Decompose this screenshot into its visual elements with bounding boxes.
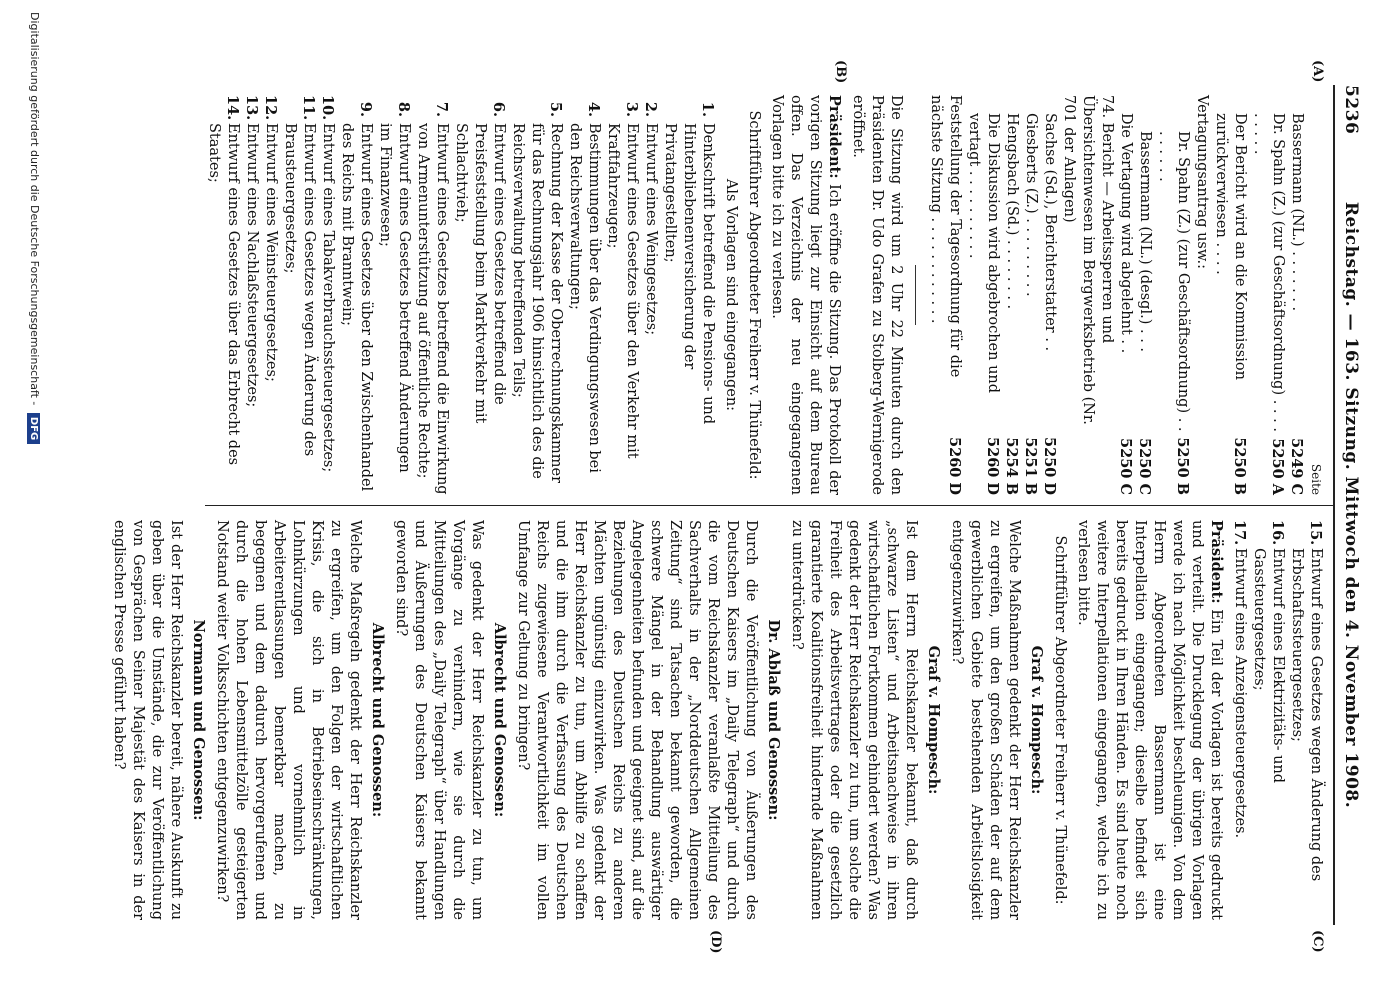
president-paragraph-2 bbox=[1073, 520, 1226, 920]
item-number: 3. bbox=[623, 101, 640, 117]
item-text: Entwurf eines Gesetzes betreffend die Preisfeststellung beim Marktverkehr mit Schlachtvieh; bbox=[453, 123, 507, 424]
toc-page-ref: 5251 B bbox=[1022, 437, 1039, 495]
list-item bbox=[1287, 520, 1325, 920]
opening-paragraph: Die Sitzung wird um 2 Uhr 22 Minuten durch den Präsidenten Dr. Udo Grafen zu Stolberg-Wernigerode eröffnet. bbox=[850, 95, 904, 495]
speaker-label: Präsident: bbox=[826, 95, 843, 179]
vorlagen-heading: Als Vorlagen sind eingegangen: bbox=[723, 178, 739, 412]
interpellation-text: Welche Maßnahmen gedenkt der Herr Reichskanzler zu ergreifen, um den großen Schäden der auf dem gewerblichen Gebiete bestehenden Arbeitslosigkeit entgegenzuwirken? bbox=[949, 520, 1022, 920]
vorlagen-list-continued bbox=[1230, 520, 1325, 920]
list-item bbox=[375, 95, 413, 495]
digitization-note bbox=[15, 12, 41, 982]
interpellation-speaker: Albrecht und Genossen: bbox=[491, 622, 508, 818]
toc-page-ref: 5250 A bbox=[1269, 438, 1286, 495]
margin-mark-d: (D) bbox=[708, 930, 723, 954]
toc-text: Dr. Spahn (Z.) (zur Geschäftsordnung) . . . . . . . . bbox=[1156, 131, 1191, 432]
item-text: Entwurf eines Weinsteuergesetzes; bbox=[263, 123, 279, 382]
toc-page-ref: 5249 C bbox=[1288, 438, 1305, 495]
toc-text: Hengsbach (Sd.) . . . . . . . . bbox=[1004, 113, 1020, 310]
dfg-logo: DFG bbox=[27, 413, 40, 444]
toc-row bbox=[1135, 95, 1154, 495]
item-number: 9. bbox=[357, 101, 374, 117]
interpellation-text: Ist dem Herrn Reichskanzler bekannt, daß durch „schwarze Listen“ und Arbeitsnachweise in ihren wirtschaftlichen Fortkommen gehindert werden? Was gedenkt der Herr Reichskanzler zu tun, um solche die Freiheit des Arbeitsvertrages oder die gesetzlich garantierte Koalitionsfreiheit hindernde Maßnahmen zu unterdrücken? bbox=[789, 520, 919, 920]
interpellation-speaker: Graf v. Hompesch: bbox=[925, 645, 942, 795]
list-item bbox=[261, 95, 280, 495]
toc-row bbox=[964, 95, 1002, 495]
item-text: Entwurf eines Gesetzes betreffend Änderungen im Finanzwesen; bbox=[377, 123, 412, 473]
toc-text: 74. Bericht — Arbeitssperren und Übersichtenwesen im Bergwerksbetrieb (Nr. 701 der Anlagen) bbox=[1061, 95, 1115, 425]
toc-text: Bassermann (NL.) (desgl.) . . . bbox=[1137, 131, 1153, 353]
item-number: 10. bbox=[319, 95, 336, 121]
item-text: Denkschrift betreffend die Pensions- und Hinterbliebenenversicherung der Privatangestellten; bbox=[662, 123, 716, 425]
list-item bbox=[204, 95, 242, 495]
list-item bbox=[1249, 520, 1287, 920]
page-header bbox=[1337, 85, 1361, 925]
separator bbox=[915, 265, 916, 325]
list-item bbox=[660, 95, 717, 495]
toc-page-ref: 5260 D bbox=[946, 437, 963, 495]
toc-row bbox=[1192, 95, 1211, 495]
page-number: 5236 bbox=[1341, 85, 1361, 135]
toc-page-ref: 5254 B bbox=[1003, 437, 1020, 495]
toc-page-ref: 5250 B bbox=[1231, 437, 1248, 495]
item-number: 14. bbox=[224, 95, 241, 121]
list-item bbox=[565, 95, 603, 495]
item-number: 7. bbox=[433, 101, 450, 117]
vorlagen-list bbox=[204, 95, 717, 495]
interpellation-text: Durch die Veröffentlichung von Äußerungen des Deutschen Kaisers im „Daily Telegraph“ und durch die vom Reichskanzler veranlaßte Mitteilung des Sachverhalts in der „Norddeutschen Allgemeinen Zeitung“ sind Tatsachen bekannt geworden, die schwere Mängel in der Behandlung auswärtiger Angelegenheiten befunden und geeignet sind, auf die Beziehungen des Deutschen Reichs zu anderen Mächten ungünstig einzuwirken. Was gedenkt der Herr Reichskanzler zu tun, um Abhilfe zu schaffen und die ihm durch die Verfassung des Deutschen Reichs zugewiesene Verantwortlichkeit im vollen Umfange zur Geltung zu bringen? bbox=[515, 520, 759, 920]
item-number: 11. bbox=[300, 95, 317, 121]
president-paragraph bbox=[767, 95, 844, 495]
toc-text: Der Bericht wird an die Kommission zurückverwiesen . . . . bbox=[1213, 113, 1248, 380]
item-text: Rechnung der Kasse der Oberrechnungskammer für das Rechnungsjahr 1906 hinsichtlich des die Reichsverwaltung betreffenden Teils; bbox=[510, 123, 564, 484]
toc-row bbox=[1249, 95, 1287, 495]
toc-text: Die Diskussion wird abgebrochen und vertagt . . . . . . . . . . bbox=[966, 113, 1001, 394]
item-text: Entwurf eines Weingesetzes; bbox=[643, 123, 659, 336]
toc-row bbox=[1021, 95, 1040, 495]
toc-row bbox=[1116, 95, 1135, 495]
margin-mark-b: (B) bbox=[833, 60, 848, 84]
president-text: Ich eröffne die Sitzung. Das Protokoll der vorigen Sitzung liegt zur Einsicht auf dem Bureau offen. Das Verzeichnis der neu eingegangenen Vorlagen bitte ich zu verlesen. bbox=[769, 95, 842, 495]
list-item bbox=[242, 95, 261, 495]
item-number: 8. bbox=[395, 101, 412, 117]
item-text: Entwurf eines Gesetzes betreffend die Einwirkung von Armenunterstützung auf öffentliche Rechte; bbox=[415, 123, 450, 495]
list-item bbox=[508, 95, 565, 495]
toc-page-ref bbox=[1059, 433, 1116, 495]
toc-page-ref: 5250 C bbox=[1136, 438, 1153, 495]
interpellations bbox=[109, 520, 1046, 920]
toc-row bbox=[1287, 95, 1306, 495]
interpellation-text: Welche Maßregeln gedenkt der Herr Reichskanzler zu ergreifen, um den Folgen der wirtschaftlichen Krisis, die sich in Betriebseinschränkungen, Lohnkürzungen und vornehmlich in Arbeiterentlassungen bemerkbar machen, zu begegnen und dem dadurch hervorgerufenen und durch die hohen Lebensmittelzölle gesteigerten Notstand weiter Volksschichten entgegenzuwirken? bbox=[214, 520, 363, 920]
item-number: 12. bbox=[262, 95, 279, 121]
item-text: Entwurf eines Gesetzes über den Zwischenhandel des Reichs mit Branntwein; bbox=[339, 123, 374, 492]
list-item bbox=[451, 95, 508, 495]
list-item bbox=[603, 95, 641, 495]
item-text: Entwurf eines Nachlaßsteuergesetzes; bbox=[244, 123, 260, 408]
toc-page-ref: 5250 D bbox=[1041, 437, 1058, 495]
item-number: 16. bbox=[1269, 520, 1286, 546]
toc-text: Vertagungsantrag usw.: bbox=[1194, 95, 1210, 270]
list-item bbox=[337, 95, 375, 495]
interpellation-speaker: Graf v. Hompesch: bbox=[1028, 645, 1045, 795]
toc-row bbox=[1211, 95, 1249, 495]
list-item bbox=[318, 95, 337, 495]
secretary-line-2: Schriftführer Abgeordneter Freiherr v. Thünefeld: bbox=[1052, 535, 1068, 905]
footer-text: Digitalisierung gefördert durch die Deutsche Forschungsgemeinschaft - bbox=[28, 12, 41, 406]
item-text: Entwurf eines Elektrizitäts- und Gassteuergesetzes; bbox=[1251, 548, 1286, 784]
toc-page-ref bbox=[1192, 433, 1211, 495]
interpellation-text: Ist der Herr Reichskanzler bereit, nähere Auskunft zu geben über die Umstände, die zur Veröffentlichung von Gesprächen Seiner Majestät des Kaisers in der englischen Presse geführt haben? bbox=[111, 520, 184, 920]
toc-text: Die Vertagung wird abgelehnt . . bbox=[1118, 113, 1134, 354]
interpellation-speaker: Albrecht und Genossen: bbox=[369, 622, 386, 818]
item-text: Entwurf eines Gesetzes wegen Änderung des Brausteuergesetzes; bbox=[282, 123, 317, 457]
toc-page-ref: 5250 C bbox=[1117, 438, 1134, 495]
toc-text: Bassermann (NL.) . . . . . . . bbox=[1289, 113, 1305, 312]
toc-row bbox=[1154, 95, 1192, 495]
right-column bbox=[105, 520, 1325, 920]
secretary-line: Schriftführer Abgeordneter Freiherr v. Thünefeld: bbox=[746, 110, 762, 480]
page-title: Reichstag. — 163. Sitzung. Mittwoch den 4. November 1908. bbox=[1341, 201, 1361, 809]
item-number: 4. bbox=[585, 101, 602, 117]
item-text: Bestimmungen über das Verdingungswesen bei den Reichsverwaltungen; bbox=[567, 123, 602, 473]
toc-page-ref: 5250 B bbox=[1174, 437, 1191, 495]
item-number: 5. bbox=[547, 101, 564, 117]
toc-text: Feststellung der Tagesordnung für die nächste Sitzung . . . . . . . . . . . . bbox=[928, 95, 963, 378]
list-item bbox=[641, 95, 660, 495]
item-number: 1. bbox=[699, 101, 716, 117]
table-of-contents bbox=[926, 95, 1306, 495]
margin-mark-a: (A) bbox=[1310, 60, 1325, 83]
president-text-2: Ein Teil der Vorlagen ist bereits gedruckt und verteilt. Die Drucklegung der übrigen Vorlagen werde ich nach Möglichkeit beschleunigen. Von dem Herrn Abgeordneten Bassermann ist eine Interpellation eingegangen; dieselbe befindet sich bereits gedruckt in Ihren Händen. Es sind heute noch weitere Interpellationen eingegangen, welche ich zu verlesen bitte. bbox=[1075, 520, 1224, 920]
toc-row bbox=[1002, 95, 1021, 495]
list-item bbox=[413, 95, 451, 495]
list-item bbox=[280, 95, 318, 495]
item-number: 17. bbox=[1231, 520, 1248, 546]
toc-row bbox=[1059, 95, 1116, 495]
toc-text: Giesberts (Z.) . . . . . . . . . bbox=[1023, 113, 1039, 297]
margin-mark-c: (C) bbox=[1310, 930, 1325, 953]
toc-text: Dr. Spahn (Z.) (zur Geschäftsordnung) . . . . . . . . . bbox=[1251, 113, 1286, 432]
item-text: Entwurf eines Tabakverbrauchssteuergesetzes; bbox=[320, 123, 336, 473]
interpellation-speaker: Dr. Ablaß und Genossen: bbox=[765, 619, 782, 821]
item-number: 13. bbox=[243, 95, 260, 121]
interpellation-speaker: Normann und Genossen: bbox=[190, 619, 207, 821]
item-text: Entwurf eines Anzeigensteuergesetzes. bbox=[1232, 548, 1248, 839]
toc-page-ref: 5260 D bbox=[984, 437, 1001, 495]
seite-label: Seite bbox=[1309, 463, 1323, 495]
interpellation-text: Was gedenkt der Herr Reichskanzler zu tun, um Vorgänge zu verhindern, wie sie durch die Mitteilungen des „Daily Telegraph“ über Handlungen und Äußerungen des Deutschen Kaisers bekannt geworden sind? bbox=[393, 520, 485, 920]
toc-row bbox=[926, 95, 964, 495]
toc-text: Sachse (Sd.), Berichterstatter . . bbox=[1042, 113, 1058, 352]
item-text: Entwurf eines Gesetzes über den Verkehr mit Kraftfahrzeugen; bbox=[605, 123, 640, 459]
item-text: Entwurf eines Gesetzes wegen Änderung des Erbschaftssteuergesetzes; bbox=[1289, 548, 1324, 882]
item-number: 15. bbox=[1307, 520, 1324, 546]
list-item bbox=[1230, 520, 1249, 920]
column-divider bbox=[205, 505, 1335, 506]
speaker-label: Präsident: bbox=[1208, 520, 1225, 604]
item-number: 2. bbox=[642, 101, 659, 117]
item-text: Entwurf eines Gesetzes über das Erbrecht des Staates; bbox=[206, 123, 241, 466]
left-column bbox=[204, 95, 1325, 495]
toc-row bbox=[1040, 95, 1059, 495]
item-number: 6. bbox=[490, 101, 507, 117]
